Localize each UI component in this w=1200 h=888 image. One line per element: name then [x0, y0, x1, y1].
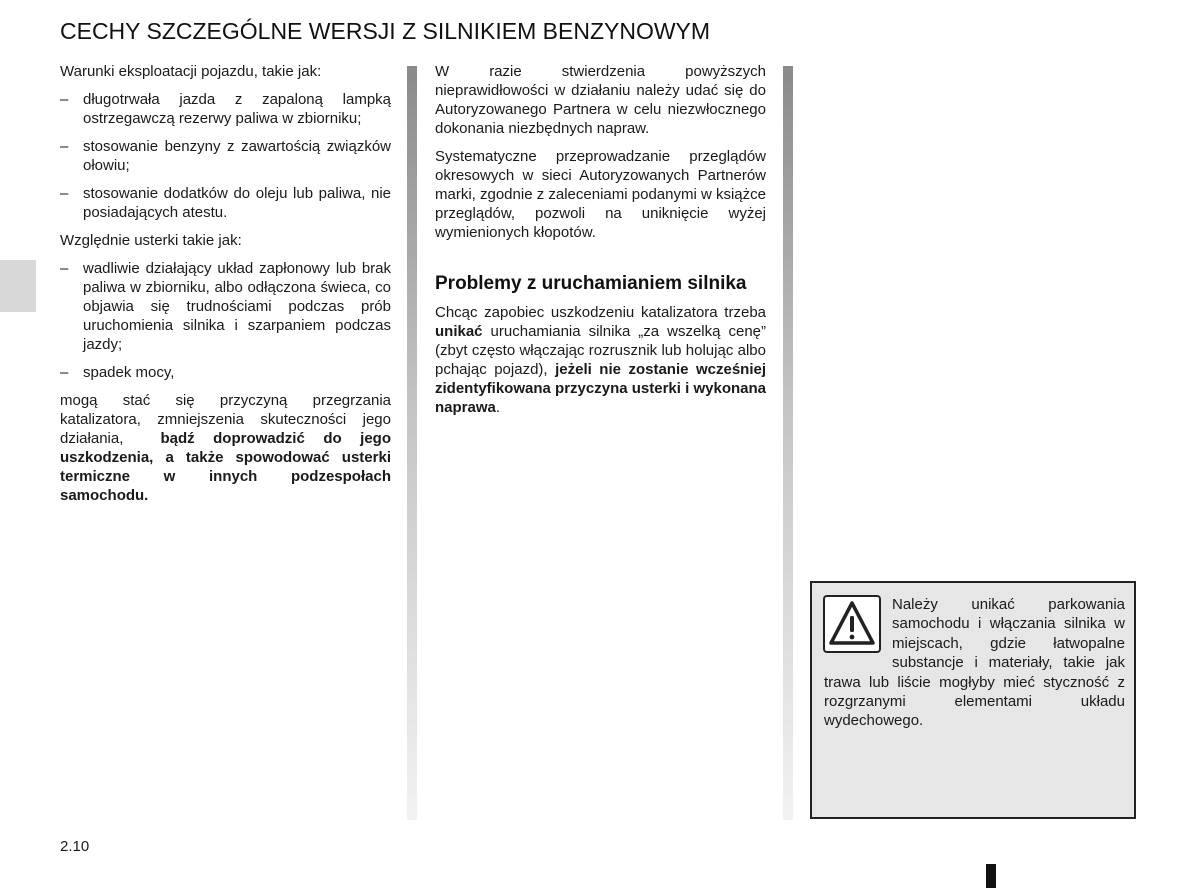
column-divider [407, 66, 417, 820]
starting-problems-paragraph: Chcąc zapobiec uszkodzeniu katalizatora trzeba unikać uruchamiania silnika „za wszelką cenę” (zbyt często włączając rozrusznik lub holując albo pchając pojazd), jeżeli nie zostanie wcześniej zidentyfikowana przyczyna usterki i wykonana naprawa. [435, 304, 767, 416]
chapter-tab-marker [0, 260, 36, 312]
service-paragraph: Systematyczne przeprowadzanie przeglądów okresowych w sieci Autoryzowanych Partnerów marki, zgodnie z zaleceniami podanymi w książce przeglądów, pozwoli na uniknięcie wyżej wymienionych kłopotów. [435, 148, 766, 241]
faults-list [60, 259, 391, 382]
list-item: – długotrwała jazda z zapaloną lampką ostrzegawczą rezerwy paliwa w zbiorniku; [60, 91, 391, 127]
warning-text: Należy unikać parkowania samochodu i włączania silnika w miejscach, gdzie łatwopalne substancje i materiały, takie jak trawa lub liście mogłyby mieć styczność z rozgrzanymi elementami układu wydechowego. [824, 596, 1125, 730]
list-item: – stosowanie benzyny z zawartością związków ołowiu; [60, 138, 391, 174]
page-title: CECHY SZCZEGÓLNE WERSJI Z SILNIKIEM BENZYNOWYM [60, 18, 711, 44]
column-divider [783, 66, 793, 820]
column-left [60, 62, 391, 514]
section-heading: Problemy z uruchamianiem silnika [435, 273, 747, 294]
faults-intro: Względnie usterki takie jak: [60, 232, 242, 249]
conditions-list [60, 90, 391, 222]
consequences-paragraph: mogą stać się przyczyną przegrzania katalizatora, zmniejszenia skuteczności jego działania, bądź doprowadzić do jego uszkodzenia, a także spowodować usterki termiczne w innych podzespołach samochodu. [60, 392, 391, 504]
list-item: – spadek mocy, [60, 364, 175, 381]
warning-box [810, 581, 1136, 819]
page-number: 2.10 [60, 838, 90, 855]
repair-paragraph: W razie stwierdzenia powyższych nieprawidłowości w działaniu należy udać się do Autoryzowanego Partnera w celu niezwłocznego dokonania niezbędnych napraw. [435, 63, 766, 137]
conditions-intro: Warunki eksploatacji pojazdu, takie jak: [60, 63, 322, 80]
column-middle [435, 62, 766, 426]
list-item: – wadliwie działający układ zapłonowy lub brak paliwa w zbiorniku, albo odłączona świeca, co objawia się trudnościami podczas prób uruchomienia silnika i szarpaniem podczas jazdy; [60, 260, 391, 353]
page-edge-marker [986, 864, 996, 888]
consequences-bold: bądź doprowadzić do jego uszkodzenia, a także spowodować usterki termiczne w innych podzespołach samochodu. [60, 430, 391, 504]
list-item: – stosowanie dodatków do oleju lub paliwa, nie posiadających atestu. [60, 185, 391, 221]
